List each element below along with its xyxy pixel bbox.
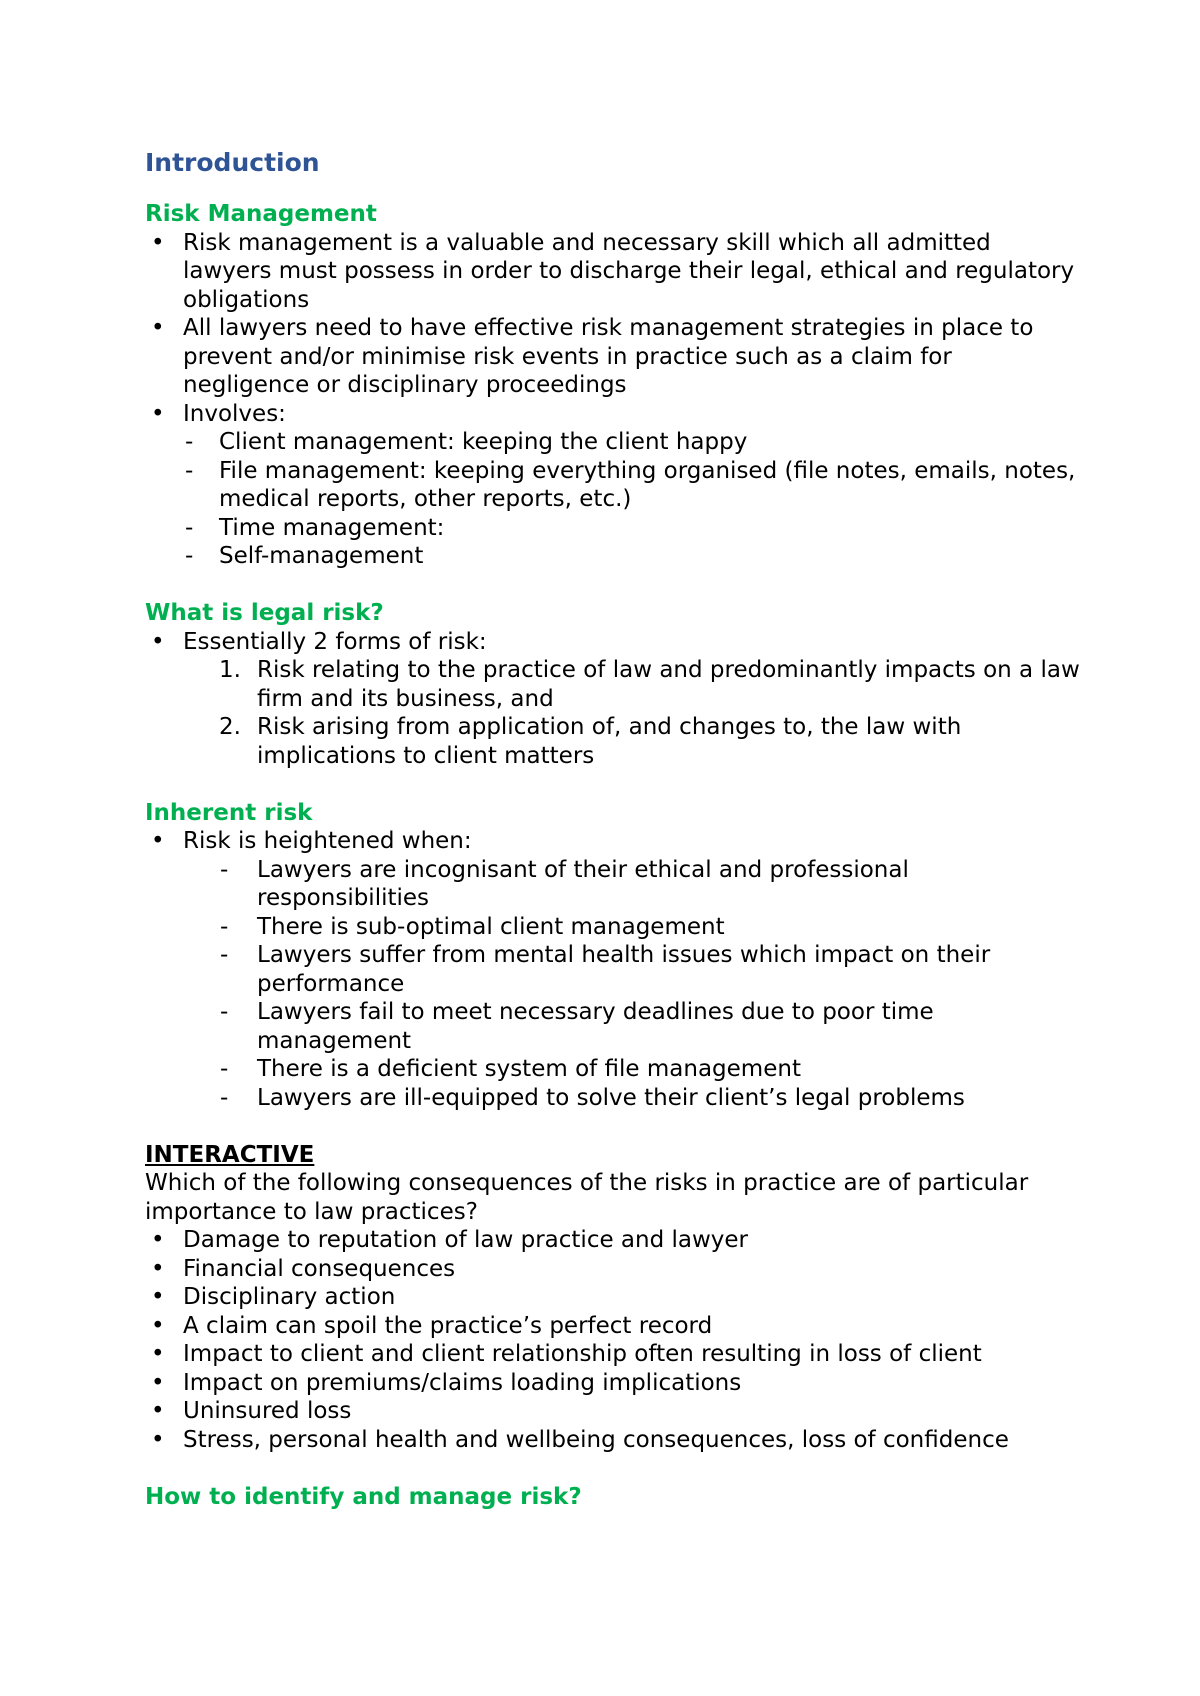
list-item: • Essentially 2 forms of risk: bbox=[151, 628, 487, 655]
list-item: • Impact on premiums/claims loading implications bbox=[151, 1369, 742, 1396]
inherent-risk-heading: Inherent risk bbox=[145, 799, 313, 826]
dash-icon: - bbox=[220, 1084, 229, 1111]
interactive-heading: INTERACTIVE bbox=[145, 1141, 315, 1168]
bullet-icon: • bbox=[151, 1255, 165, 1282]
dash-icon: - bbox=[220, 942, 229, 968]
item-number: 1. bbox=[219, 657, 241, 683]
list-item: • Financial consequences bbox=[151, 1255, 456, 1282]
list-item: • Stress, personal health and wellbeing consequences, loss of confidence bbox=[151, 1426, 1009, 1453]
bullet-icon: • bbox=[151, 400, 165, 427]
identify-risk-heading: How to identify and manage risk? bbox=[145, 1483, 582, 1510]
dash-icon: - bbox=[220, 913, 229, 940]
dash-icon: - bbox=[185, 457, 194, 484]
bullet-icon: • bbox=[151, 1398, 165, 1424]
sub-list-item: - Self-management bbox=[185, 543, 424, 569]
inherent-risk-list bbox=[145, 827, 1085, 1112]
bullet-icon: • bbox=[151, 1369, 165, 1396]
sub-list-item: - There is sub-optimal client management bbox=[220, 913, 725, 940]
list-item: • Disciplinary action bbox=[151, 1284, 396, 1310]
dash-icon: - bbox=[185, 429, 194, 455]
sub-list-item: - There is a deficient system of file management bbox=[220, 1056, 801, 1082]
bullet-icon: • bbox=[151, 1284, 165, 1310]
dash-icon: - bbox=[220, 999, 229, 1025]
sub-list-item: - Lawyers fail to meet necessary deadlines due to poor time management bbox=[220, 999, 934, 1054]
legal-risk-list bbox=[145, 628, 1085, 771]
dash-icon: - bbox=[185, 543, 194, 569]
risk-management-heading: Risk Management bbox=[145, 201, 377, 227]
sub-list-item: - Time management: bbox=[185, 514, 445, 541]
list-item: • Impact to client and client relationship often resulting in loss of client bbox=[151, 1341, 982, 1367]
list-item: • Risk is heightened when: bbox=[151, 828, 472, 854]
item-number: 2. bbox=[219, 714, 241, 740]
dash-icon: - bbox=[220, 1056, 229, 1082]
risk-management-list bbox=[145, 229, 1085, 571]
list-item: • Damage to reputation of law practice and lawyer bbox=[151, 1227, 749, 1253]
list-item: • A claim can spoil the practice’s perfect record bbox=[151, 1312, 713, 1339]
sub-list-item: - File management: keeping everything organised (file notes, emails, notes, medical reports, other reports, etc.) bbox=[185, 457, 1076, 512]
sub-list-item: - Client management: keeping the client happy bbox=[185, 429, 748, 455]
list-item: • Risk management is a valuable and necessary skill which all admitted lawyers must possess in order to discharge their legal, ethical and regulatory obligations bbox=[151, 229, 1075, 313]
list-item: • All lawyers need to have effective risk management strategies in place to prevent and/or minimise risk events in practice such as a claim for negligence or disciplinary proceedings bbox=[151, 315, 1034, 398]
document-body bbox=[145, 146, 1085, 1511]
interactive-question: Which of the following consequences of the risks in practice are of particular importance to law practices? bbox=[145, 1170, 1029, 1225]
bullet-icon: • bbox=[151, 1341, 165, 1367]
bullet-icon: • bbox=[151, 628, 165, 655]
legal-risk-heading: What is legal risk? bbox=[145, 600, 384, 626]
bullet-icon: • bbox=[151, 1312, 165, 1339]
interactive-list bbox=[145, 1226, 1085, 1454]
bullet-icon: • bbox=[151, 1426, 165, 1453]
list-item: • Involves: bbox=[151, 400, 286, 427]
list-item: • Uninsured loss bbox=[151, 1398, 352, 1424]
sub-list-item: - Lawyers are incognisant of their ethical and professional responsibilities bbox=[220, 856, 909, 911]
bullet-icon: • bbox=[151, 828, 165, 854]
sub-list-item: - Lawyers are ill-equipped to solve their client’s legal problems bbox=[220, 1084, 965, 1111]
sub-list-item: - Lawyers suffer from mental health issues which impact on their performance bbox=[220, 942, 991, 997]
introduction-title: Introduction bbox=[145, 148, 320, 177]
numbered-item: 1. Risk relating to the practice of law and predominantly impacts on a law firm and its business, and bbox=[219, 657, 1080, 712]
numbered-item: 2. Risk arising from application of, and changes to, the law with implications to client matters bbox=[219, 714, 962, 769]
dash-icon: - bbox=[220, 856, 229, 883]
bullet-icon: • bbox=[151, 315, 165, 341]
dash-icon: - bbox=[185, 514, 194, 541]
bullet-icon: • bbox=[151, 229, 165, 256]
bullet-icon: • bbox=[151, 1227, 165, 1253]
